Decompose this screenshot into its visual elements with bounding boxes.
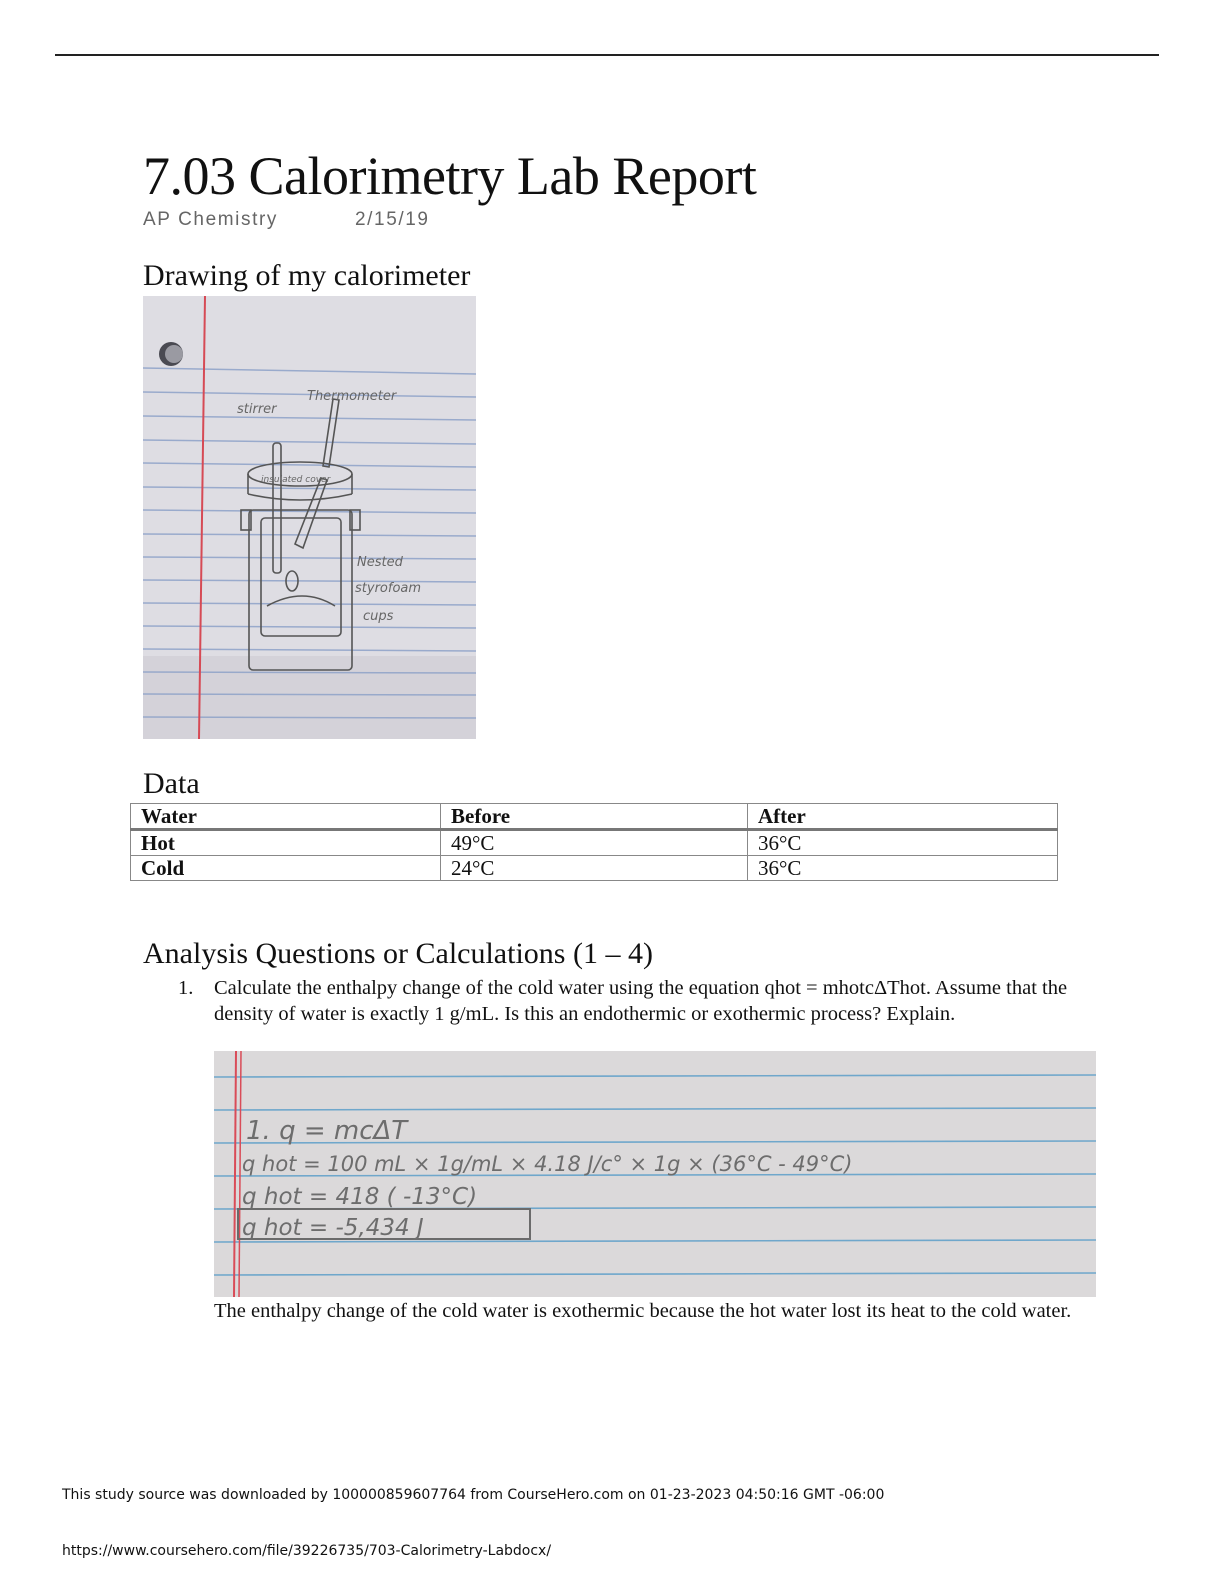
question-text: Calculate the enthalpy change of the cold water using the equation qhot = mhotcΔThot. Assume that the density of water is exactly 1 g/mL. Is this an endothermic or exothermic process? Explain. — [214, 977, 1068, 1025]
row-label: Cold — [131, 856, 441, 881]
work-line-1: 1. q = mcΔT — [246, 1116, 408, 1146]
table-row — [131, 830, 1058, 856]
column-header: Water — [131, 804, 441, 830]
question-1 — [178, 975, 1068, 1027]
report-date: 2/15/19 — [355, 209, 430, 230]
label-cups-3: cups — [363, 609, 394, 624]
analysis-heading: Analysis Questions or Calculations (1 – 4) — [143, 937, 653, 970]
label-stirrer: stirrer — [237, 402, 277, 417]
source-url[interactable]: https://www.coursehero.com/file/39226735/703-Calorimetry-Labdocx/ — [62, 1543, 552, 1559]
data-table — [130, 803, 1058, 881]
cell-before: 24°C — [441, 856, 748, 881]
column-header: After — [748, 804, 1058, 830]
download-note: This study source was downloaded by 100000859607764 from CourseHero.com on 01-23-2023 04:50:16 GMT -06:00 — [62, 1487, 885, 1503]
document-title: 7.03 Calorimetry Lab Report — [143, 146, 757, 206]
cell-after: 36°C — [748, 856, 1058, 881]
drawing-heading: Drawing of my calorimeter — [143, 259, 471, 292]
work-line-4: q hot = -5,434 J — [242, 1215, 424, 1241]
column-header: Before — [441, 804, 748, 830]
label-cups-1: Nested — [357, 555, 403, 570]
table-header-row — [131, 804, 1058, 830]
table-row — [131, 856, 1058, 881]
label-cups-2: styrofoam — [355, 581, 422, 596]
cell-after: 36°C — [748, 830, 1058, 856]
handwritten-calculation-photo — [214, 1051, 1096, 1297]
row-label: Hot — [131, 830, 441, 856]
label-cover: insulated cover — [261, 475, 331, 485]
question-1-answer: The enthalpy change of the cold water is exothermic because the hot water lost its heat to the cold water. — [214, 1300, 1072, 1322]
top-rule — [55, 54, 1159, 56]
cell-before: 49°C — [441, 830, 748, 856]
work-line-2: q hot = 100 mL × 1g/mL × 4.18 J/c° × 1g × (36°C - 49°C) — [242, 1152, 853, 1176]
document-subtitle — [143, 209, 430, 231]
question-number: 1. — [178, 977, 194, 999]
work-line-3: q hot = 418 ( -13°C) — [242, 1184, 478, 1210]
label-thermometer: Thermometer — [307, 389, 397, 404]
calorimeter-drawing-photo — [143, 296, 476, 739]
course-name: AP Chemistry — [143, 209, 278, 230]
data-heading: Data — [143, 767, 200, 800]
